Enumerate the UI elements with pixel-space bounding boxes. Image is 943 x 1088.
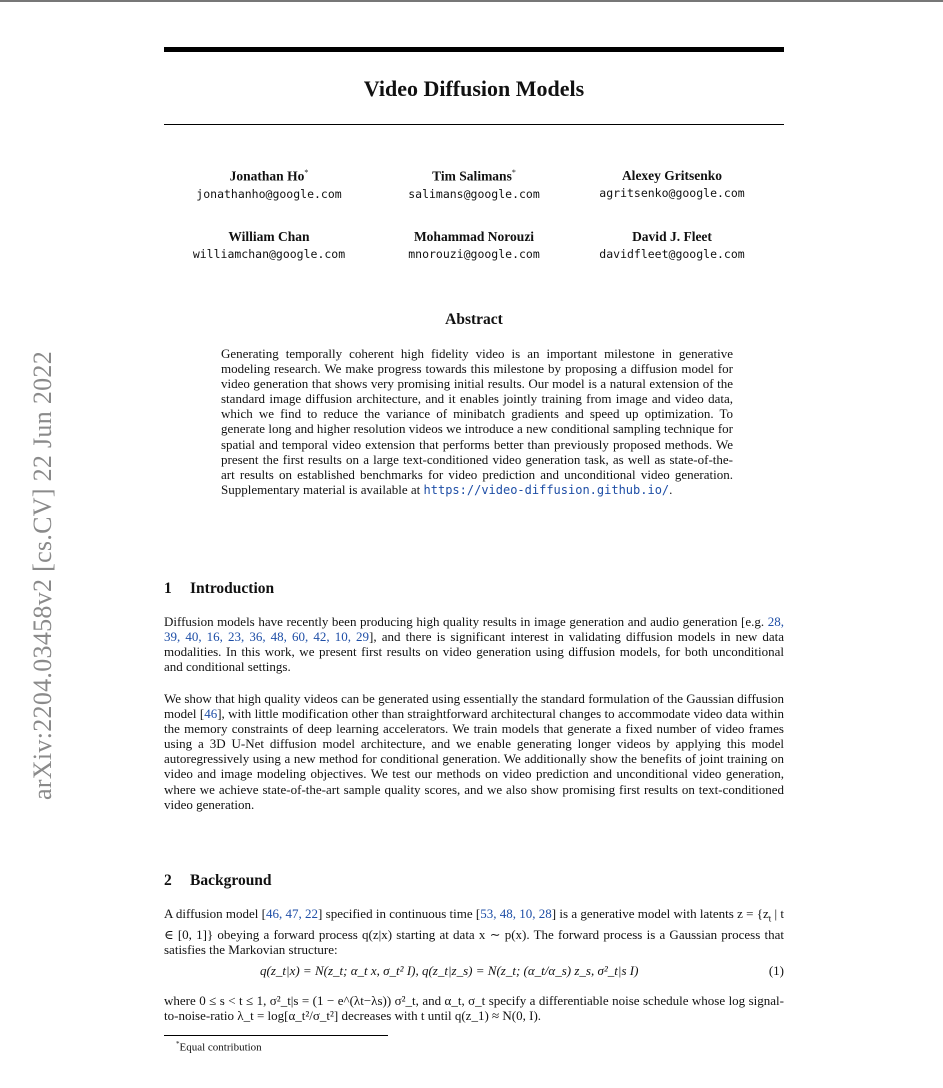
author-email: davidfleet@google.com — [599, 247, 745, 261]
paper-title: Video Diffusion Models — [363, 76, 585, 101]
author-block — [572, 168, 772, 200]
author-name: Tim Salimans* — [432, 168, 516, 184]
author-name: Jonathan Ho* — [229, 168, 309, 184]
footnote-rule — [164, 1035, 388, 1036]
citation-link[interactable]: 46 — [204, 706, 218, 722]
arxiv-identifier: arXiv:2204.03458v2 [cs.CV] 22 Jun 2022 — [28, 350, 57, 800]
equation-body: q(z_t|x) = N(z_t; α_t x, σ_t² I), q(z_t|z_s) = N(z_t; (α_t/α_s) z_s, σ²_t|s I) — [260, 963, 639, 978]
footnote: *Equal contribution — [176, 1040, 262, 1054]
intro-paragraph: Diffusion models have recently been producing high quality results in image generation and audio generation [e.g. 28, 39, 40, 16, 23, 36, 48, 60, 42, 10, 29], and there is significant interest in validating diffusion models in new data modalities. In this work, we present first results on video generation using diffusion models, for both unconditional and conditional settings. — [164, 614, 785, 675]
citation-link[interactable]: 53, 48, 10, 28 — [480, 906, 552, 921]
abstract-heading: Abstract — [445, 311, 503, 328]
author-block — [374, 168, 574, 201]
supplementary-link[interactable]: https://video-diffusion.github.io/ — [423, 482, 670, 497]
abstract-text: Generating temporally coherent high fidelity video is an important milestone in generative modeling research. We make progress towards this milestone by proposing a diffusion model for video generation that shows very promising initial results. Our model is a natural extension of the standard image diffusion architecture, and it enables jointly training from image and video data, which we find to reduce the variance of minibatch gradients and speed up optimization. To generate long and higher resolution videos we introduce a new conditional sampling technique for spatial and temporal video extension that performs better than previously proposed methods. We present the first results on a large text-conditioned video generation task, as well as state-of-the-art results on established benchmarks for video prediction and unconditional video generation. Supplementary material is available at https://video-diffusion.github.io/. — [221, 346, 733, 497]
section-heading-introduction: 1 Introduction — [164, 580, 275, 597]
author-email: agritsenko@google.com — [599, 186, 745, 200]
author-name: David J. Fleet — [632, 229, 712, 244]
citation-link[interactable]: 46, 47, 22 — [266, 906, 319, 921]
author-block — [374, 229, 574, 261]
background-paragraph: where 0 ≤ s < t ≤ 1, σ²_t|s = (1 − e^(λt−λs)) σ²_t, and α_t, σ_t specify a differentiable noise schedule whose log signal-to-noise-ratio λ_t = log[α_t²/σ_t²] decreases with t until q(z_1) ≈ N(0, I). — [164, 993, 784, 1024]
viewer-top-border — [0, 0, 943, 2]
title-rule-top — [164, 47, 784, 52]
author-email: mnorouzi@google.com — [408, 247, 540, 261]
citation-link[interactable]: 28, 39, 40, 16, 23, 36, 48, 60, 42, 10, 29 — [164, 614, 784, 645]
author-email: jonathanho@google.com — [196, 186, 342, 201]
author-name: Mohammad Norouzi — [413, 229, 535, 244]
title-rule-bottom — [164, 124, 784, 125]
equation-number: (1) — [768, 963, 784, 978]
author-email: salimans@google.com — [408, 186, 540, 201]
author-block — [572, 229, 772, 261]
intro-paragraph: We show that high quality videos can be generated using essentially the standard formulation of the Gaussian diffusion model [46], with little modification other than straightforward architectural changes to accommodate video data within the memory constraints of deep learning accelerators. We train models that generate a fixed number of video frames using a 3D U-Net diffusion model architecture, and we enable generating longer videos by applying this model autoregressively using a new method for conditional generation. We additionally show the benefits of joint training on video and image modeling objectives. We test our methods on video prediction and unconditional video generation, where we achieve state-of-the-art sample quality scores, and we also show promising first results on text-conditioned video generation. — [164, 691, 785, 812]
section-heading-background: 2 Background — [164, 872, 272, 889]
author-block — [169, 168, 369, 201]
author-block — [169, 229, 369, 261]
background-paragraph: A diffusion model [46, 47, 22] specified in continuous time [53, 48, 10, 28] is a generative model with latents $z = \{z_t$ | t ∈ [0, 1]} obeying a forward process q(z|x) starting at data x ∼ p(x). The forward process is a Gaussian process that satisfies the Markovian structure: — [164, 906, 785, 957]
author-name: Alexey Gritsenko — [621, 168, 723, 183]
author-email: williamchan@google.com — [192, 247, 346, 261]
author-name: William Chan — [228, 229, 310, 244]
